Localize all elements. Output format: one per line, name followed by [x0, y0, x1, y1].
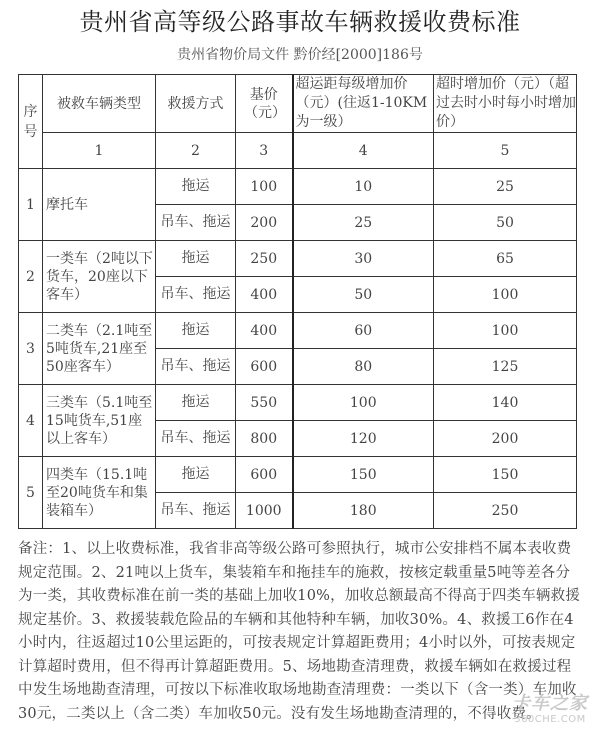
column-number-row [19, 133, 577, 169]
row-method: 拖运 [156, 457, 236, 493]
row-method: 吊车、拖运 [156, 277, 236, 313]
header-vehicle-type: 被救车辆类型 [43, 75, 156, 133]
row-base-price: 600 [236, 457, 293, 493]
column-number: 5 [434, 133, 577, 169]
row-seq: 1 [19, 169, 43, 241]
row-distance-surcharge: 80 [293, 349, 434, 385]
row-base-price: 400 [236, 313, 293, 349]
header-method: 救援方式 [156, 75, 236, 133]
row-seq: 5 [19, 457, 43, 529]
table-row [19, 457, 577, 493]
row-method: 拖运 [156, 241, 236, 277]
table-row [19, 169, 577, 205]
row-distance-surcharge: 120 [293, 421, 434, 457]
row-base-price: 550 [236, 385, 293, 421]
row-distance-surcharge: 100 [293, 385, 434, 421]
row-time-surcharge: 150 [434, 457, 577, 493]
row-time-surcharge: 50 [434, 205, 577, 241]
row-seq: 2 [19, 241, 43, 313]
row-seq: 3 [19, 313, 43, 385]
row-method: 拖运 [156, 313, 236, 349]
row-method: 吊车、拖运 [156, 349, 236, 385]
document-subtitle: 贵州省物价局文件 黔价经[2000]186号 [177, 47, 423, 63]
row-vehicle-type: 三类车（5.1吨至15吨货车,51座以上客车） [43, 385, 156, 457]
column-number: 4 [293, 133, 434, 169]
row-time-surcharge: 250 [434, 493, 577, 529]
row-base-price: 200 [236, 205, 293, 241]
row-vehicle-type: 一类车（2吨以下货车，20座以下客车） [43, 241, 156, 313]
watermark [510, 694, 590, 726]
rescue-fee-table [18, 74, 577, 529]
row-distance-surcharge: 10 [293, 169, 434, 205]
row-vehicle-type: 摩托车 [43, 169, 156, 241]
row-distance-surcharge: 50 [293, 277, 434, 313]
row-base-price: 100 [236, 169, 293, 205]
row-time-surcharge: 25 [434, 169, 577, 205]
row-time-surcharge: 65 [434, 241, 577, 277]
header-distance-surcharge: 超运距每级增加价（元）(往返1-10KM为一级） [293, 75, 434, 133]
row-time-surcharge: 200 [434, 421, 577, 457]
row-vehicle-type: 四类车（15.1吨至20吨货车和集装箱车） [43, 457, 156, 529]
row-method: 吊车、拖运 [156, 421, 236, 457]
table-row [19, 241, 577, 277]
document-title: 贵州省高等级公路事故车辆救援收费标准 [79, 8, 521, 36]
row-seq: 4 [19, 385, 43, 457]
row-method: 吊车、拖运 [156, 493, 236, 529]
row-vehicle-type: 二类车（2.1吨至5吨货车,21座至50座客车） [43, 313, 156, 385]
row-distance-surcharge: 25 [293, 205, 434, 241]
row-method: 拖运 [156, 169, 236, 205]
column-number: 2 [156, 133, 236, 169]
row-method: 拖运 [156, 385, 236, 421]
watermark-url: 360CHE.COM [514, 714, 586, 725]
column-number: 1 [43, 133, 156, 169]
header-seq: 序号 [19, 75, 43, 169]
row-time-surcharge: 140 [434, 385, 577, 421]
watermark-logo: 卡车之家 [512, 693, 588, 714]
row-time-surcharge: 100 [434, 313, 577, 349]
row-distance-surcharge: 180 [293, 493, 434, 529]
row-base-price: 250 [236, 241, 293, 277]
header-time-surcharge: 超时增加价（元）（超过去时小时每小时增加价） [434, 75, 577, 133]
row-distance-surcharge: 30 [293, 241, 434, 277]
header-base-price: 基价（元） [236, 75, 293, 133]
notes-paragraph: 备注：1、以上收费标准，我省非高等级公路可参照执行，城市公安排档不属本表收费规定范围。2、21吨以上货车，集装箱车和拖挂车的施救，按核定载重量5吨等差各分为一类，其收费标准在前一类的基础上加收10%，加收总额最高不得高于四类车辆救援规定基价。3、救援装载危险品的车辆和其他特种车辆，加收30%。4、救援工6作在4小时内，往返超过10公里运距的，可按表规定计算超距费用；4小时以外，可按表规定计算超时费用，但不得再计算超距费用。5、场地勘查清理费，救援车辆如在救援过程中发生场地勘查清理，可按以下标准收取场地勘查清理费：一类以下（含一类）车加收30元，二类以上（含二类）车加收50元。没有发生场地勘查清理的，不得收费。 [18, 541, 581, 722]
column-number: 3 [236, 133, 293, 169]
row-distance-surcharge: 60 [293, 313, 434, 349]
row-base-price: 600 [236, 349, 293, 385]
row-base-price: 1000 [236, 493, 293, 529]
row-distance-surcharge: 150 [293, 457, 434, 493]
table-header-row [19, 75, 577, 133]
table-row [19, 313, 577, 349]
row-base-price: 800 [236, 421, 293, 457]
row-base-price: 400 [236, 277, 293, 313]
table-row [19, 385, 577, 421]
row-time-surcharge: 100 [434, 277, 577, 313]
row-time-surcharge: 125 [434, 349, 577, 385]
row-method: 吊车、拖运 [156, 205, 236, 241]
